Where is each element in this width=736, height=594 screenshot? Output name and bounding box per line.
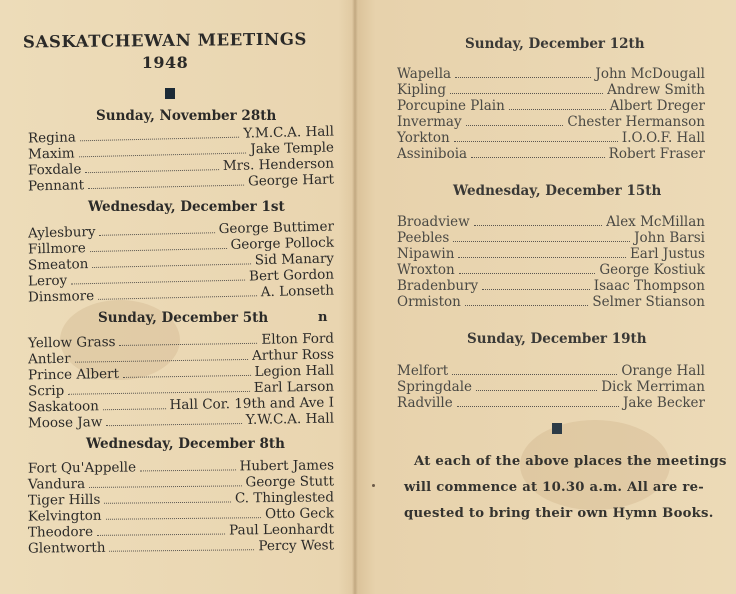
host-name: Mrs. Henderson [222,155,335,175]
meeting-row [397,246,705,262]
host-name: Isaac Thompson [593,278,705,294]
meeting-row [397,130,705,146]
place-name: Fort Qu'Appelle [27,459,137,477]
place-name: Antler [27,350,71,368]
host-name: Jake Temple [250,139,335,158]
place-name: Vandura [27,476,86,493]
document-year: 1948 [141,53,189,72]
place-name: Smeaton [27,256,89,274]
host-name: Legion Hall [254,362,335,380]
place-name: Porcupine Plain [397,98,505,114]
place-name: Wroxton [397,262,455,278]
place-name: Tiger Hills [27,491,101,509]
place-name: Broadview [397,214,470,230]
place-name: Nipawin [397,246,455,262]
document-title: SASKATCHEWAN MEETINGS [22,29,308,52]
meeting-row [397,230,705,246]
square-ornament-icon [165,88,175,99]
place-name: Assiniboia [397,146,468,162]
section-heading: Sunday, December 5th [98,310,269,326]
stray-letter: n [318,310,328,325]
center-fold [352,0,358,594]
meeting-row [397,294,705,310]
square-ornament-icon [552,423,562,434]
host-name: Chester Hermanson [567,114,705,130]
place-name: Yellow Grass [27,334,116,352]
host-name: Elton Ford [261,330,335,348]
host-name: Y.M.C.A. Hall [243,123,335,142]
meeting-row [28,537,334,556]
place-name: Kipling [397,82,447,98]
meeting-row [397,66,705,82]
host-name: Percy West [258,537,335,555]
meeting-row [397,146,705,162]
host-name: C. Thinglested [234,489,335,507]
place-name: Glentworth [27,539,106,557]
place-name: Maxim [27,145,75,163]
place-name: Melfort [397,363,449,379]
meeting-row [397,379,705,395]
host-name: Hall Cor. 19th and Ave I [169,394,335,414]
section-heading: Sunday, November 28th [96,108,277,124]
meeting-row [397,395,705,411]
place-name: Scrip [27,382,65,400]
meeting-row [397,363,705,379]
section-heading: Wednesday, December 8th [86,436,285,452]
host-name: John Barsi [634,230,705,246]
place-name: Yorkton [397,130,450,146]
place-name: Invermay [397,114,462,130]
host-name: George Pollock [230,234,335,253]
place-name: Regina [27,129,77,147]
host-name: Alex McMillan [606,214,705,230]
host-name: George Kostiuk [599,262,705,278]
host-name: Selmer Stianson [592,294,705,310]
meeting-row [28,411,334,432]
place-name: Kelvington [27,507,102,525]
host-name: Paul Leonhardt [229,521,335,539]
place-name: Wapella [397,66,452,82]
section-heading: Wednesday, December 1st [88,199,285,215]
place-name: Foxdale [27,161,82,179]
notice-line: quested to bring their own Hymn Books. [404,506,714,521]
host-name: Sid Manary [254,250,335,269]
host-name: John McDougall [595,66,705,82]
notice-line: will commence at 10.30 a.m. All are re- [404,480,704,495]
meeting-row [397,214,705,230]
notice-line: At each of the above places the meetings [414,454,727,469]
host-name: George Buttimer [218,218,335,238]
place-name: Theodore [27,523,94,541]
meeting-row [397,82,705,98]
section-heading: Sunday, December 19th [467,331,647,347]
host-name: George Stutt [245,473,335,491]
place-name: Springdale [397,379,472,395]
section-heading: Wednesday, December 15th [453,183,662,199]
host-name: Earl Larson [253,378,335,396]
host-name: A. Lonseth [260,282,335,301]
meeting-row [397,114,705,130]
place-name: Ormiston [397,294,461,310]
host-name: Y.W.C.A. Hall [245,410,335,428]
place-name: Leroy [27,272,68,290]
meeting-row [397,278,705,294]
host-name: Andrew Smith [607,82,705,98]
place-name: Aylesbury [27,223,96,242]
meeting-notice [404,449,727,527]
host-name: Otto Geck [265,505,335,523]
host-name: Arthur Ross [251,346,335,364]
host-name: Orange Hall [621,363,705,379]
host-name: Bert Gordon [248,266,335,285]
place-name: Fillmore [27,240,86,258]
place-name: Pennant [27,177,85,195]
place-name: Prince Albert [27,365,120,384]
meeting-row [397,262,705,278]
place-name: Saskatoon [27,398,99,416]
place-name: Moose Jaw [27,414,103,432]
ink-speck [372,484,375,487]
section-heading: Sunday, December 12th [465,36,645,52]
host-name: Robert Fraser [608,146,705,162]
meeting-row [397,98,705,114]
host-name: Albert Dreger [609,98,705,114]
host-name: Dick Merriman [601,379,705,395]
place-name: Bradenbury [397,278,479,294]
host-name: Hubert James [239,457,335,475]
host-name: Jake Becker [622,395,705,411]
place-name: Peebles [397,230,450,246]
place-name: Dinsmore [27,287,95,306]
host-name: I.O.O.F. Hall [621,130,705,146]
host-name: George Hart [247,171,335,190]
host-name: Earl Justus [629,246,705,262]
place-name: Radville [397,395,453,411]
